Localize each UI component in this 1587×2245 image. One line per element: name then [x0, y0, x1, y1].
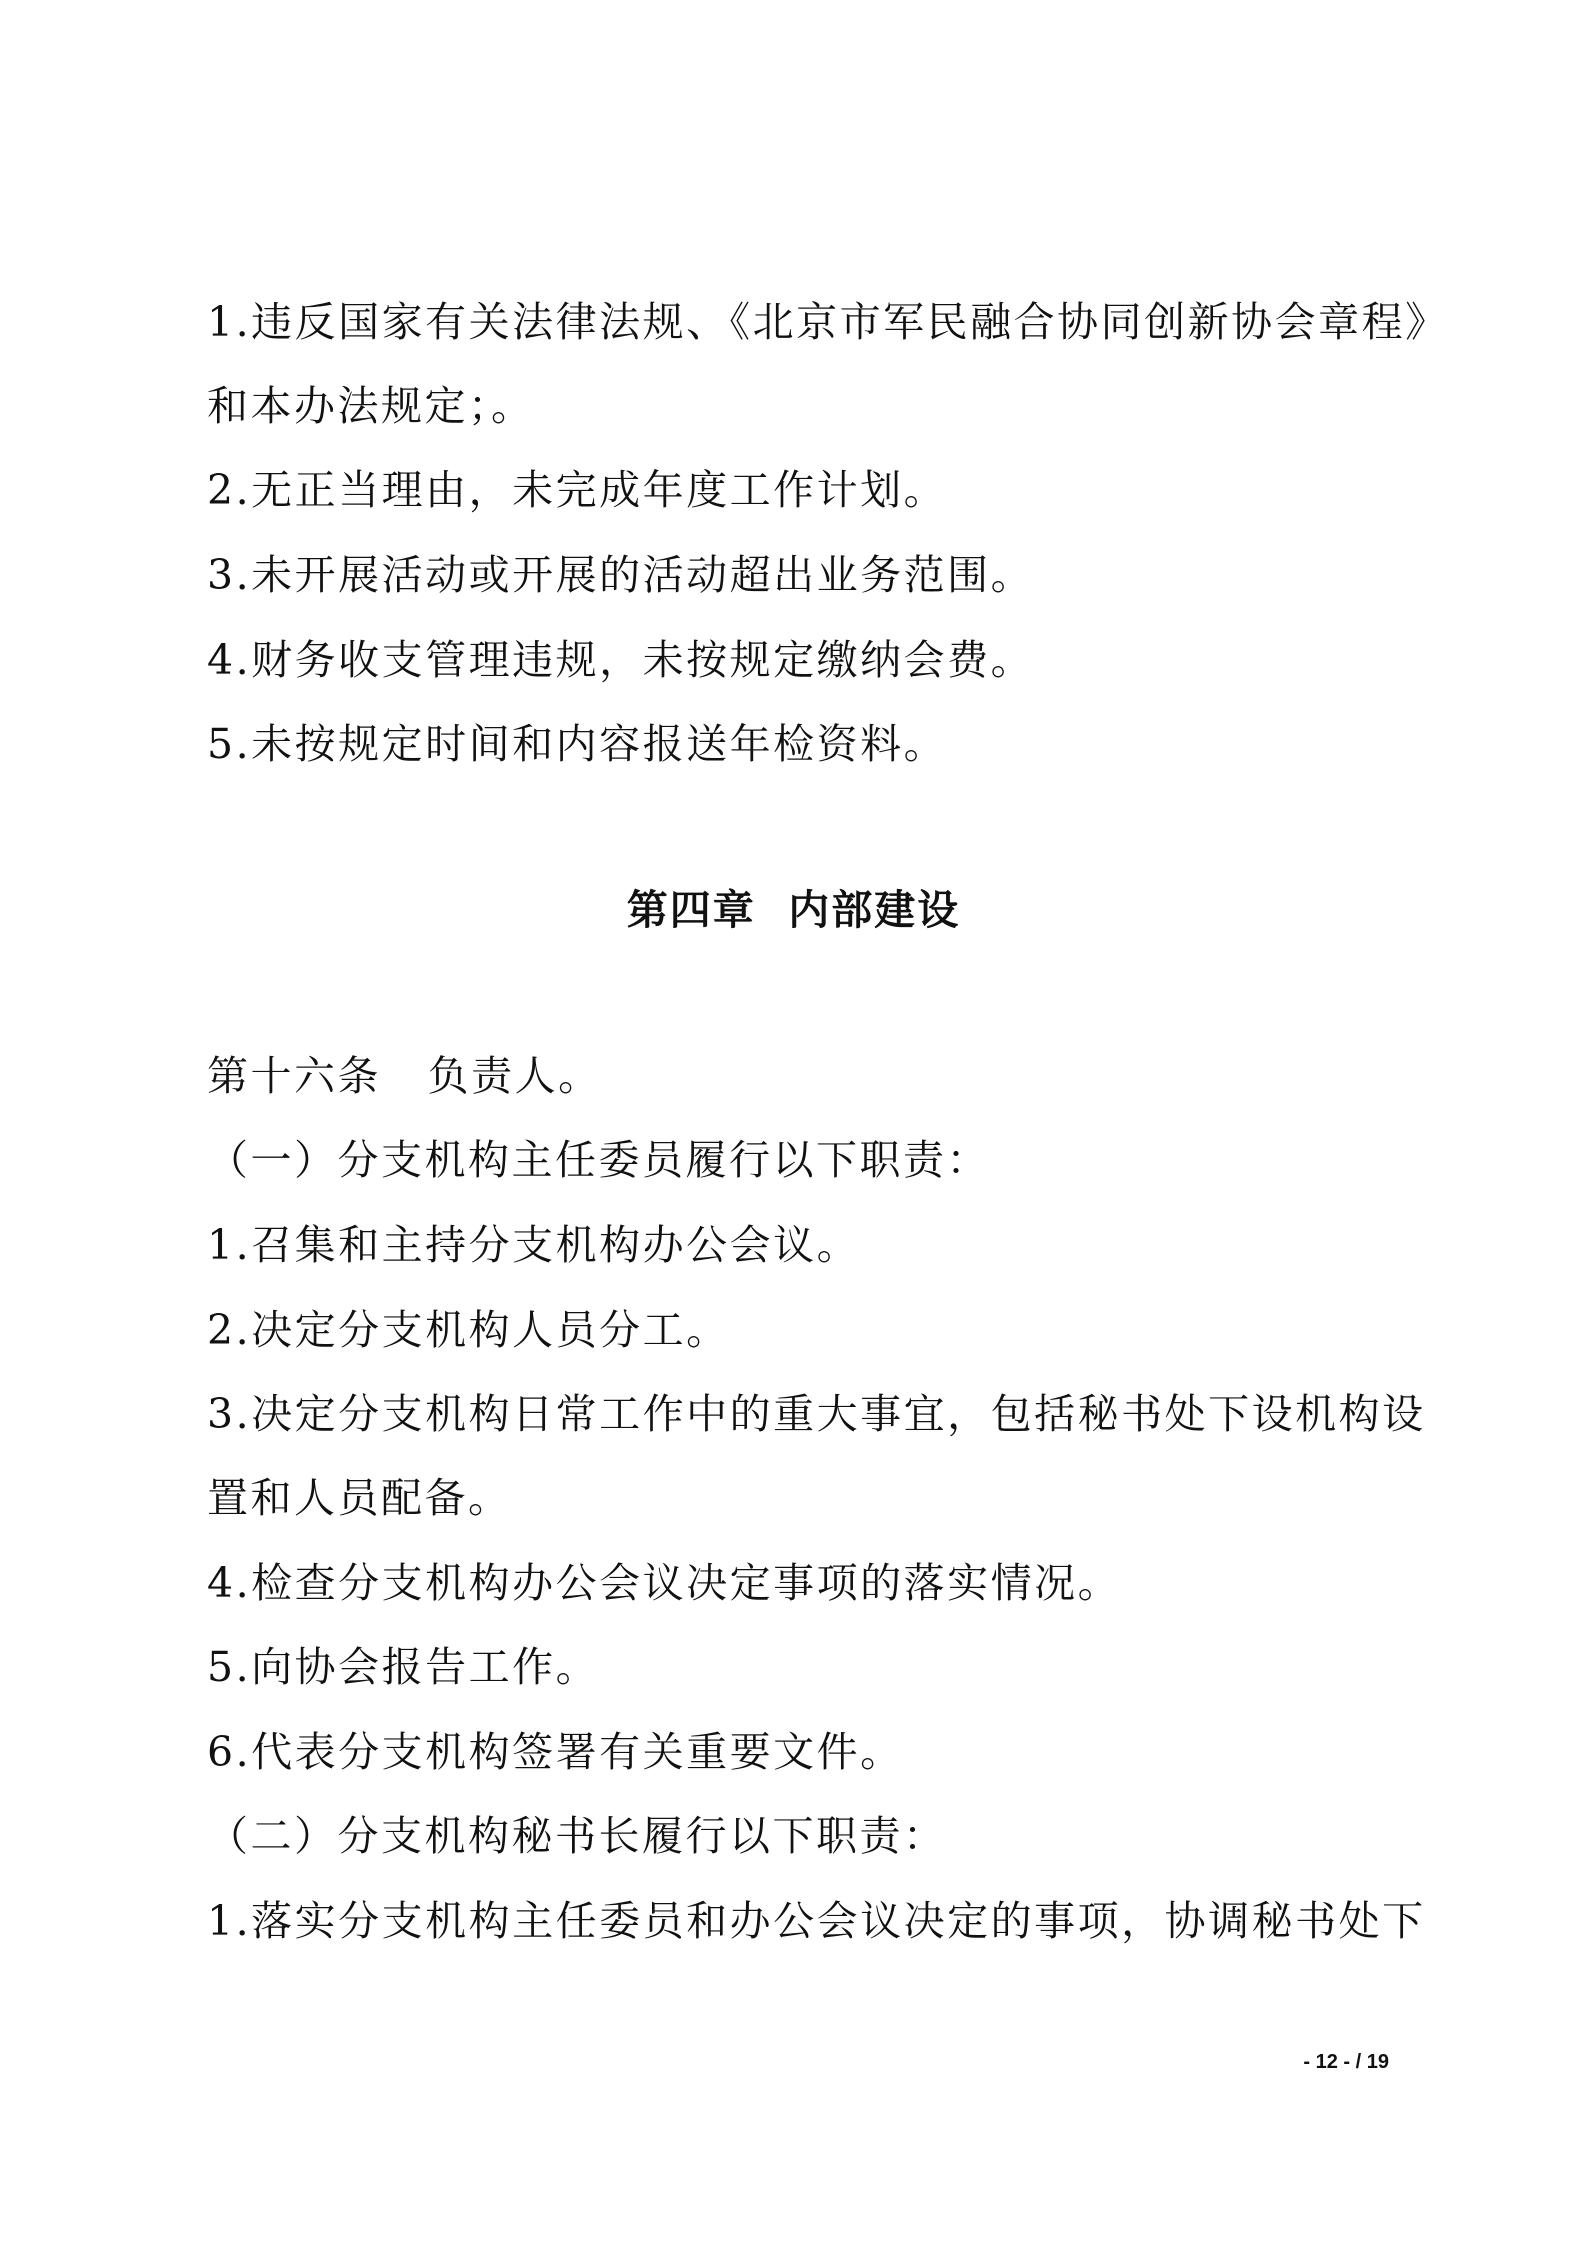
part-1-heading: （一）分支机构主任委员履行以下职责：	[207, 1136, 990, 1184]
clause-item-2: 2.无正当理由，未完成年度工作计划。	[207, 466, 948, 514]
duty-item-4: 4.检查分支机构办公会议决定事项的落实情况。	[207, 1559, 1122, 1607]
clause-item-1: 1.违反国家有关法律法规、《北京市军民融合协同创新协会章程》	[207, 298, 1449, 346]
page-number: - 12 - / 19	[1303, 2051, 1389, 2073]
clause-item-4: 4.财务收支管理违规，未按规定缴纳会费。	[207, 636, 1035, 684]
article-title: 第十六条 负责人。	[207, 1052, 602, 1100]
duty-item-3: 3.决定分支机构日常工作中的重大事宜，包括秘书处下设机构设	[207, 1390, 1426, 1438]
chapter-heading: 第四章 内部建设	[626, 886, 961, 934]
part-2-heading: （二）分支机构秘书长履行以下职责：	[207, 1812, 947, 1860]
duty-item-5: 5.向协会报告工作。	[207, 1643, 600, 1691]
clause-item-3: 3.未开展活动或开展的活动超出业务范围。	[207, 551, 1035, 599]
clause-item-1-continued: 和本办法规定；。	[207, 382, 535, 430]
duty-item-2: 2.决定分支机构人员分工。	[207, 1306, 730, 1354]
clause-item-5: 5.未按规定时间和内容报送年检资料。	[207, 720, 948, 768]
duty-item-6: 6.代表分支机构签署有关重要文件。	[207, 1728, 904, 1776]
secretary-duty-item-1: 1.落实分支机构主任委员和办公会议决定的事项，协调秘书处下	[207, 1897, 1426, 1945]
duty-item-1: 1.召集和主持分支机构办公会议。	[207, 1221, 861, 1269]
duty-item-3-continued: 置和人员配备。	[207, 1474, 512, 1522]
